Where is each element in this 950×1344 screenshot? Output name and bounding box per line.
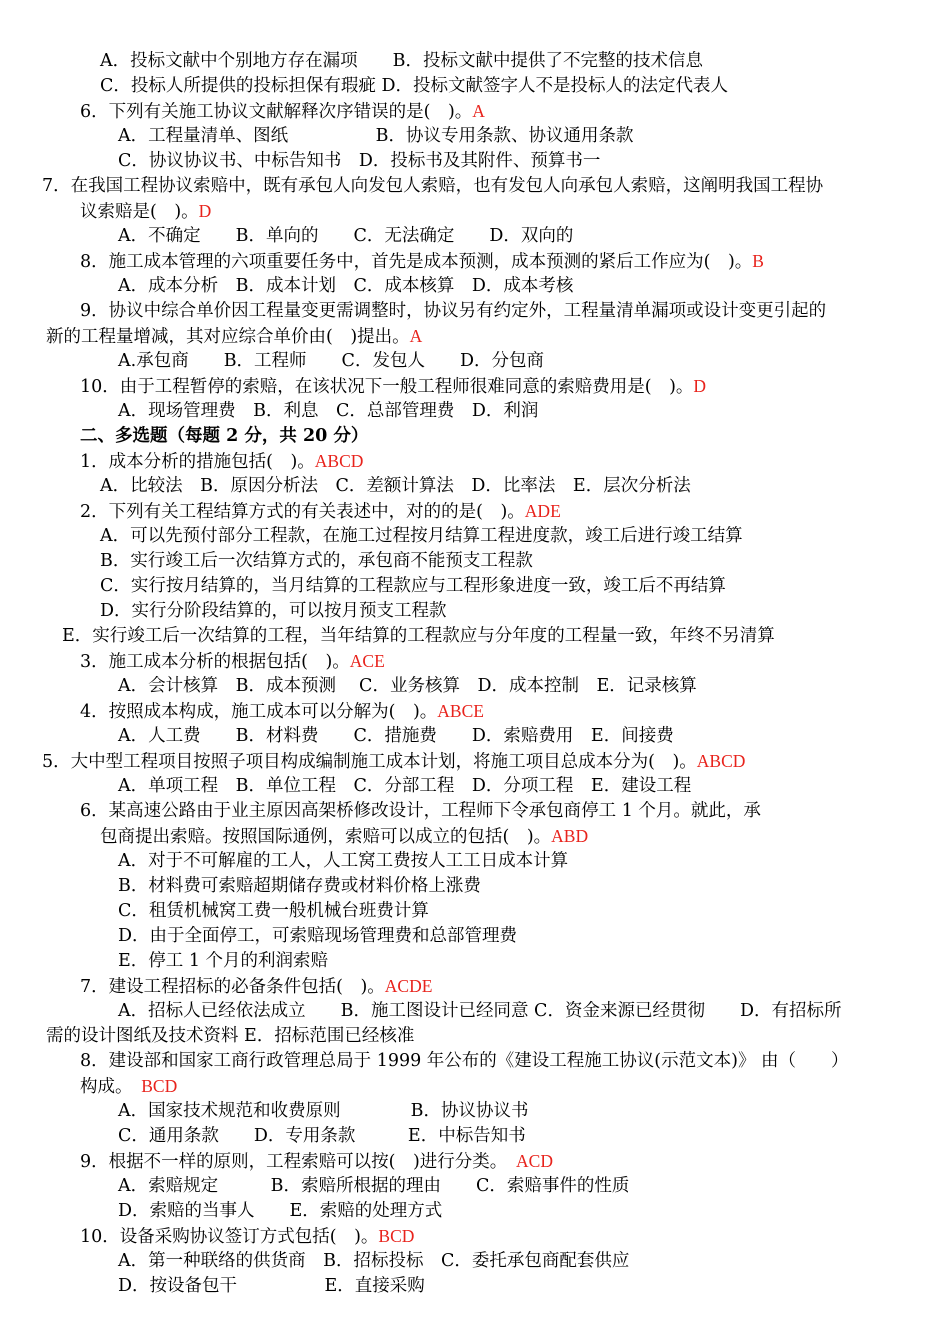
section-heading: 二、多选题（每题 2 分，共 20 分） — [80, 426, 369, 446]
answer-key: ABD — [551, 826, 589, 846]
option-line: A．投标文献中个别地方存在漏项 B．投标文献中提供了不完整的技术信息 — [100, 51, 703, 71]
answer-key: B — [752, 251, 764, 271]
option-line: A．招标人已经依法成立 B．施工图设计已经同意 C．资金来源已经贯彻 D．有招标所 — [118, 1001, 842, 1021]
option-line: C．实行按月结算的，当月结算的工程款应与工程形象进度一致，竣工后不再结算 — [100, 576, 726, 596]
answer-key: ACDE — [384, 976, 433, 996]
option-line: B．材料费可索赔超期储存费或材料价格上涨费 — [118, 876, 481, 896]
option-line: C．通用条款 D．专用条款 E．中标告知书 — [118, 1126, 526, 1146]
option-line: D．按设备包干 E．直接采购 — [118, 1276, 425, 1296]
answer-key: BCD — [141, 1076, 178, 1096]
question-line: 包商提出索赔。按照国际通例，索赔可以成立的包括( )。ABD — [100, 826, 589, 847]
option-line: D．由于全面停工，可索赔现场管理费和总部管理费 — [118, 926, 518, 946]
option-line: A．成本分析 B．成本计划 C．成本核算 D．成本考核 — [118, 276, 574, 296]
option-line: C．投标人所提供的投标担保有瑕疵 D．投标文献签字人不是投标人的法定代表人 — [100, 76, 728, 96]
answer-key: ABCE — [437, 701, 484, 721]
option-line: D．索赔的当事人 E．索赔的处理方式 — [118, 1201, 443, 1221]
option-line: A．人工费 B．材料费 C．措施费 D．索赔费用 E．间接费 — [118, 726, 674, 746]
question-line: 9．根据不一样的原则，工程索赔可以按( )进行分类。 ACD — [80, 1151, 553, 1172]
answer-key: D — [198, 201, 212, 221]
option-line: A．现场管理费 B．利息 C．总部管理费 D．利润 — [118, 401, 539, 421]
answer-key: A — [409, 326, 423, 346]
question-line: 新的工程量增减，其对应综合单价由( )提出。A — [46, 326, 423, 347]
question-line: 8．建设部和国家工商行政管理总局于 1999 年公布的《建设工程施工协议(示范文本)》 由（ ） — [80, 1051, 849, 1071]
option-line: E．实行竣工后一次结算的工程，当年结算的工程款应与分年度的工程量一致，年终不另清算 — [62, 626, 775, 646]
option-line: A．不确定 B．单向的 C．无法确定 D．双向的 — [118, 226, 574, 246]
option-line: B．实行竣工后一次结算方式的，承包商不能预支工程款 — [100, 551, 533, 571]
question-line: 9．协议中综合单价因工程量变更需调整时，协议另有约定外，工程量清单漏项或设计变更引起的 — [80, 301, 827, 321]
question-line: 6．某高速公路由于业主原因高架桥修改设计，工程师下令承包商停工 1 个月。就此，承 — [80, 801, 761, 821]
question-line: 7．建设工程招标的必备条件包括( )。ACDE — [80, 976, 433, 997]
answer-key: ABCD — [314, 451, 364, 471]
answer-key: ACE — [349, 651, 385, 671]
option-line: 需的设计图纸及技术资料 E．招标范围已经核准 — [46, 1026, 415, 1046]
option-line: A．工程量清单、图纸 B．协议专用条款、协议通用条款 — [118, 126, 634, 146]
option-line: A．对于不可解雇的工人，人工窝工费按人工工日成本计算 — [118, 851, 569, 871]
option-line: A．比较法 B．原因分析法 C．差额计算法 D．比率法 E．层次分析法 — [100, 476, 691, 496]
question-line: 5．大中型工程项目按照子项目构成编制施工成本计划，将施工项目总成本分为( )。ABCD — [42, 751, 746, 772]
question-line: 10．设备采购协议签订方式包括( )。BCD — [80, 1226, 415, 1247]
question-line: 3．施工成本分析的根据包括( )。ACE — [80, 651, 385, 672]
question-line: 10．由于工程暂停的索赔，在该状况下一般工程师很难同意的索赔费用是( )。D — [80, 376, 707, 397]
question-line: 1．成本分析的措施包括( )。ABCD — [80, 451, 364, 472]
option-line: A．索赔规定 B．索赔所根据的理由 C．索赔事件的性质 — [118, 1176, 630, 1196]
option-line: A.承包商 B．工程师 C．发包人 D．分包商 — [118, 351, 544, 371]
option-line: A．国家技术规范和收费原则 B．协议协议书 — [118, 1101, 529, 1121]
option-line: A．会计核算 B．成本预测 C．业务核算 D．成本控制 E．记录核算 — [118, 676, 697, 696]
option-line: D．实行分阶段结算的，可以按月预支工程款 — [100, 601, 447, 621]
option-line: A．可以先预付部分工程款，在施工过程按月结算工程进度款，竣工后进行竣工结算 — [100, 526, 743, 546]
answer-key: ADE — [524, 501, 561, 521]
answer-key: ACD — [516, 1151, 553, 1171]
question-line: 议索赔是( )。D — [80, 201, 212, 222]
question-line: 构成。 BCD — [80, 1076, 178, 1097]
question-line: 6．下列有关施工协议文献解释次序错误的是( )。A — [80, 101, 485, 122]
option-line: E．停工 1 个月的利润索赔 — [118, 951, 329, 971]
option-line: C．租赁机械窝工费一般机械台班费计算 — [118, 901, 429, 921]
answer-key: ABCD — [696, 751, 746, 771]
question-line: 2．下列有关工程结算方式的有关表述中，对的的是( )。ADE — [80, 501, 561, 522]
question-line: 7．在我国工程协议索赔中，既有承包人向发包人索赔，也有发包人向承包人索赔，这阐明我国工程协 — [42, 176, 824, 196]
option-line: A．单项工程 B．单位工程 C．分部工程 D．分项工程 E．建设工程 — [118, 776, 692, 796]
question-line: 4．按照成本构成，施工成本可以分解为( )。ABCE — [80, 701, 484, 722]
question-line: 8．施工成本管理的六项重要任务中，首先是成本预测，成本预测的紧后工作应为( )。B — [80, 251, 764, 272]
answer-key: D — [693, 376, 707, 396]
option-line: C．协议协议书、中标告知书 D．投标书及其附件、预算书一 — [118, 151, 601, 171]
option-line: A．第一种联络的供货商 B．招标投标 C．委托承包商配套供应 — [118, 1251, 630, 1271]
answer-key: A — [472, 101, 485, 121]
answer-key: BCD — [378, 1226, 415, 1246]
